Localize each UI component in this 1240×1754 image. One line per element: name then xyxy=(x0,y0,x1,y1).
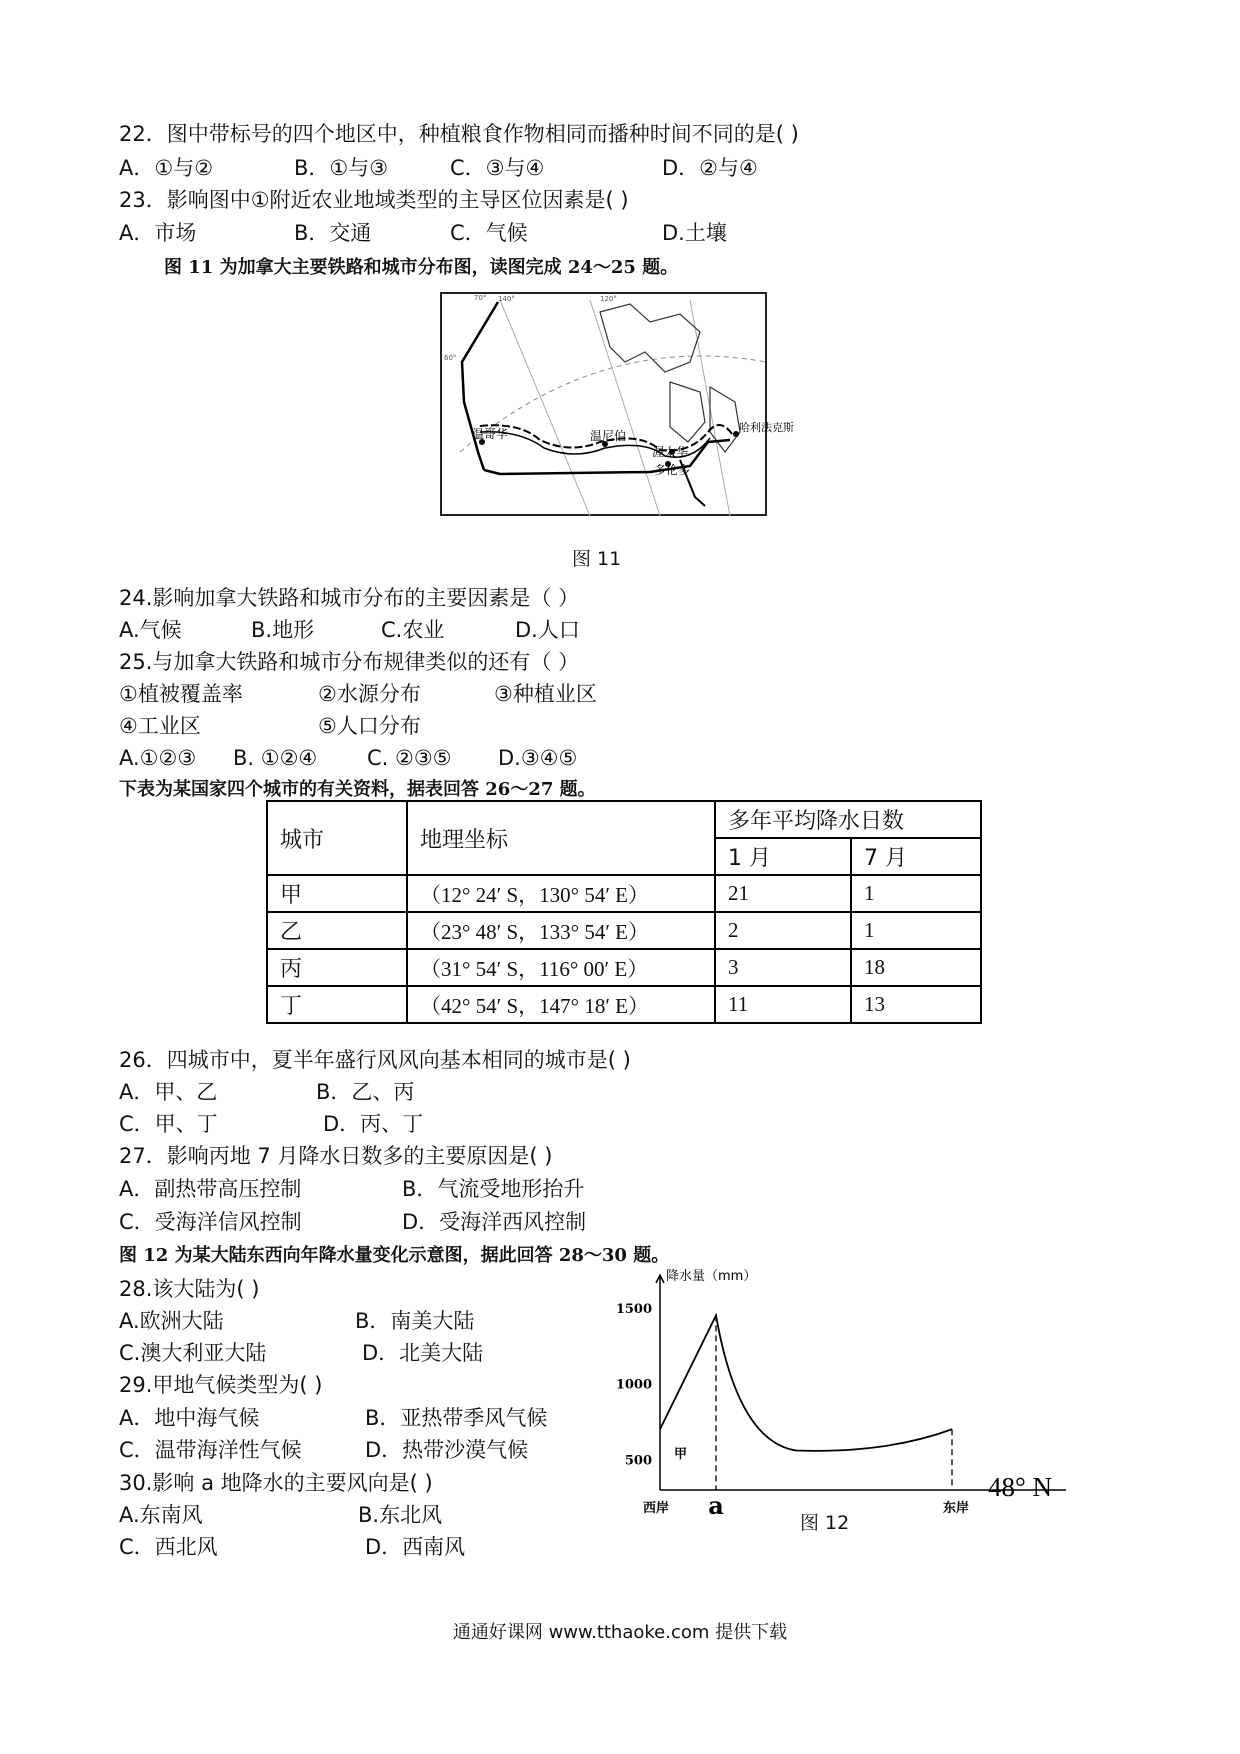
q23-option-a: A．市场 xyxy=(119,221,197,245)
table-cell-jan: 2 xyxy=(715,912,851,949)
city-data-table xyxy=(266,800,982,1024)
q23-option-b: B．交通 xyxy=(294,221,372,245)
q29-option-b: B．亚热带季风气候 xyxy=(365,1406,548,1430)
intro-24-25: 图 11 为加拿大主要铁路和城市分布图，读图完成 24～25 题。 xyxy=(164,257,679,278)
q25-question: 25.与加拿大铁路和城市分布规律类似的还有（ ） xyxy=(119,650,580,674)
q25-item-1: ①植被覆盖率 xyxy=(119,682,243,706)
q24-option-d: D.人口 xyxy=(515,618,580,642)
table-cell-city: 乙 xyxy=(267,912,407,949)
canada-railway-map xyxy=(440,292,794,516)
point-label-jia: 甲 xyxy=(674,1447,688,1463)
precipitation-chart xyxy=(606,1265,1090,1520)
q25-item-2: ②水源分布 xyxy=(318,682,421,706)
chart-caption: 图 12 xyxy=(800,1512,850,1534)
q24-option-a: A.气候 xyxy=(119,618,182,642)
q23-option-c: C．气候 xyxy=(450,221,528,245)
q25-option-c: C. ②③⑤ xyxy=(367,746,452,770)
q28-option-c: C.澳大利亚大陆 xyxy=(119,1341,267,1365)
table-row xyxy=(267,912,981,949)
intro-28-30: 图 12 为某大陆东西向年降水量变化示意图，据此回答 28～30 题。 xyxy=(119,1245,670,1266)
table-row xyxy=(267,875,981,912)
latitude-label: 48° N xyxy=(988,1472,1053,1502)
map-label-vancouver: 温哥华 xyxy=(472,427,509,441)
y-tick-label: 500 xyxy=(624,1453,652,1469)
map-label-60: 60° xyxy=(444,354,457,362)
q27-option-a: A．副热带高压控制 xyxy=(119,1177,302,1201)
q22-option-d: D．②与④ xyxy=(662,156,758,180)
q30-option-d: D．西南风 xyxy=(365,1535,466,1559)
table-header-jan: 1 月 xyxy=(715,838,851,875)
q28-question: 28.该大陆为( ) xyxy=(119,1277,260,1301)
q27-question: 27．影响丙地 7 月降水日数多的主要原因是( ) xyxy=(119,1144,553,1168)
map-label-120: 120° xyxy=(600,295,617,303)
q29-option-a: A．地中海气候 xyxy=(119,1406,260,1430)
q26-option-b: B．乙、丙 xyxy=(316,1080,415,1104)
q28-option-a: A.欧洲大陆 xyxy=(119,1309,224,1333)
q27-option-b: B．气流受地形抬升 xyxy=(402,1177,585,1201)
y-axis-label: 降水量（mm） xyxy=(666,1269,757,1284)
q26-option-a: A．甲、乙 xyxy=(119,1080,218,1104)
q25-option-b: B. ①②④ xyxy=(233,746,318,770)
y-tick-label: 1500 xyxy=(615,1301,652,1317)
q24-option-b: B.地形 xyxy=(251,618,315,642)
map-label-winnipeg: 温尼伯 xyxy=(590,429,627,443)
table-cell-coord: （31° 54′ S，116° 00′ E） xyxy=(407,949,715,986)
q27-option-c: C．受海洋信风控制 xyxy=(119,1210,302,1234)
table-cell-coord: （23° 48′ S，133° 54′ E） xyxy=(407,912,715,949)
table-cell-city: 丁 xyxy=(267,986,407,1023)
table-cell-jul: 13 xyxy=(851,986,981,1023)
q23-question: 23．影响图中①附近农业地域类型的主导区位因素是( ) xyxy=(119,188,629,212)
q28-option-d: D．北美大陆 xyxy=(362,1341,484,1365)
map-caption: 图 11 xyxy=(572,548,622,570)
x-label-west: 西岸 xyxy=(642,1501,670,1516)
q25-item-5: ⑤人口分布 xyxy=(318,714,421,738)
q26-question: 26．四城市中，夏半年盛行风风向基本相同的城市是( ) xyxy=(119,1048,631,1072)
q30-option-b: B.东北风 xyxy=(358,1503,443,1527)
q22-question: 22．图中带标号的四个地区中，种植粮食作物相同而播种时间不同的是( ) xyxy=(119,122,799,146)
q27-option-d: D．受海洋西风控制 xyxy=(402,1210,587,1234)
q29-option-c: C．温带海洋性气候 xyxy=(119,1438,302,1462)
q23-option-d: D.土壤 xyxy=(662,221,727,245)
table-cell-coord: （12° 24′ S，130° 54′ E） xyxy=(407,875,715,912)
table-header-coord: 地理坐标 xyxy=(407,801,715,875)
q25-option-d: D.③④⑤ xyxy=(498,746,578,770)
q22-option-c: C．③与④ xyxy=(450,156,545,180)
q25-item-3: ③种植业区 xyxy=(494,682,597,706)
table-cell-city: 甲 xyxy=(267,875,407,912)
q25-item-4: ④工业区 xyxy=(119,714,201,738)
table-header-rain: 多年平均降水日数 xyxy=(715,801,981,838)
table-cell-jan: 11 xyxy=(715,986,851,1023)
table-cell-jul: 1 xyxy=(851,912,981,949)
q26-option-c: C．甲、丁 xyxy=(119,1112,218,1136)
table-row xyxy=(267,986,981,1023)
table-cell-city: 丙 xyxy=(267,949,407,986)
q24-question: 24.影响加拿大铁路和城市分布的主要因素是（ ） xyxy=(119,586,580,610)
table-header-city: 城市 xyxy=(267,801,407,875)
q29-question: 29.甲地气候类型为( ) xyxy=(119,1373,323,1397)
map-label-toronto: 多伦多 xyxy=(654,463,691,477)
q30-option-a: A.东南风 xyxy=(119,1503,203,1527)
table-cell-jan: 3 xyxy=(715,949,851,986)
q26-option-d: D．丙、丁 xyxy=(323,1112,424,1136)
map-label-halifax: 哈利法克斯 xyxy=(739,421,794,434)
intro-26-27: 下表为某国家四个城市的有关资料，据表回答 26～27 题。 xyxy=(119,779,596,800)
map-label-70: 70° xyxy=(474,294,487,302)
table-row xyxy=(267,949,981,986)
q25-option-a: A.①②③ xyxy=(119,746,197,770)
q28-option-b: B．南美大陆 xyxy=(355,1309,475,1333)
q22-option-a: A．①与② xyxy=(119,156,214,180)
y-tick-label: 1000 xyxy=(615,1377,652,1393)
q24-option-c: C.农业 xyxy=(381,618,445,642)
precipitation-line xyxy=(660,1315,952,1450)
table-cell-coord: （42° 54′ S，147° 18′ E） xyxy=(407,986,715,1023)
table-header-jul: 7 月 xyxy=(851,838,981,875)
table-cell-jul: 18 xyxy=(851,949,981,986)
table-cell-jul: 1 xyxy=(851,875,981,912)
q30-question: 30.影响 a 地降水的主要风向是( ) xyxy=(119,1471,433,1495)
x-label-a: a xyxy=(708,1491,724,1520)
q29-option-d: D．热带沙漠气候 xyxy=(365,1438,529,1462)
q30-option-c: C．西北风 xyxy=(119,1535,218,1559)
x-label-east: 东岸 xyxy=(942,1501,970,1516)
footer: 通通好课网 www.tthaoke.com 提供下载 xyxy=(452,1622,788,1643)
table-cell-jan: 21 xyxy=(715,875,851,912)
q22-option-b: B．①与③ xyxy=(294,156,389,180)
map-label-ottawa: 渥太华 xyxy=(652,445,689,459)
map-label-140: 140° xyxy=(498,295,515,303)
